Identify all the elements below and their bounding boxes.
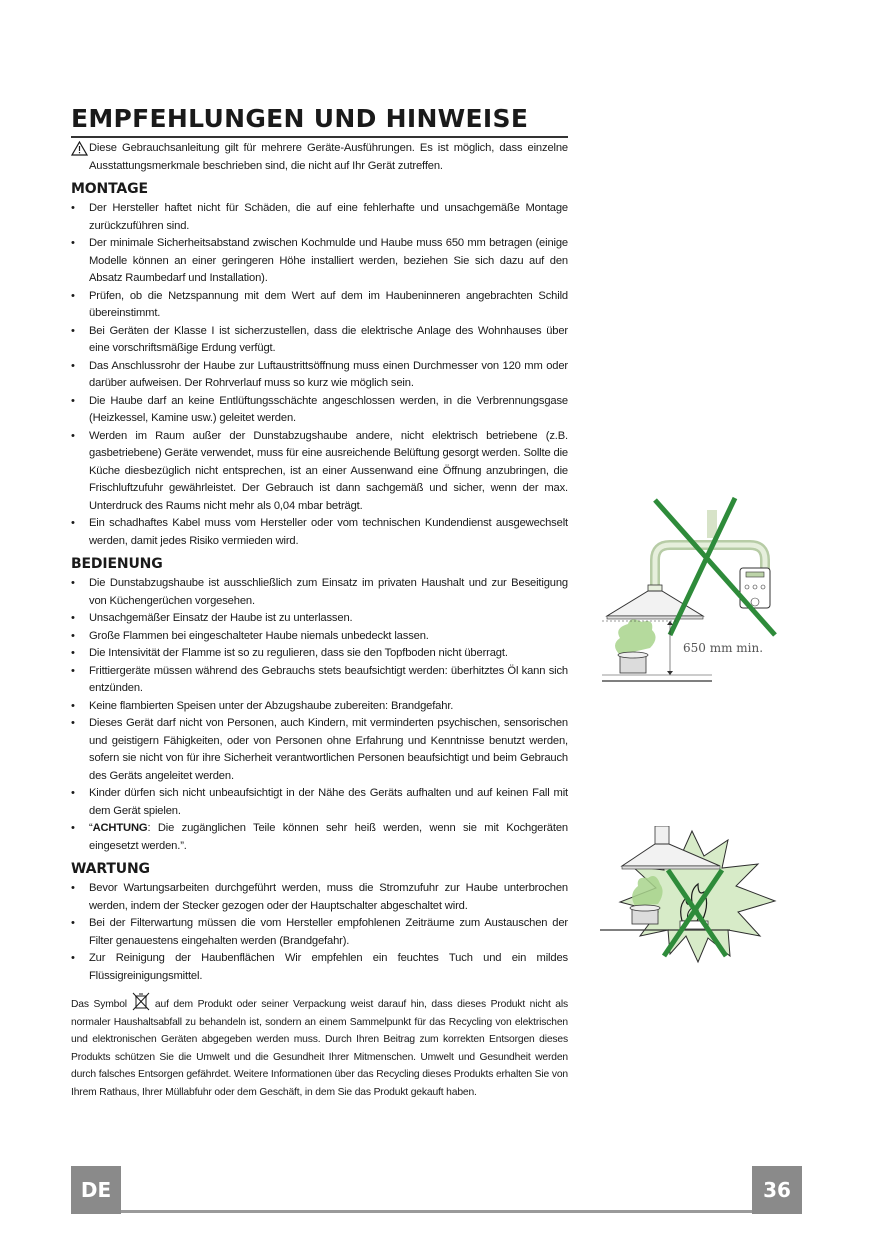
list-item: • Die Haube darf an keine Entlüftungsschächte angeschlossen werden, in die Verbrennungsgase (Heizkessel, Kamine usw.) geleitet werden. [71,393,568,428]
achtung-text: : Die zugänglichen Teile können sehr heiß werden, wenn sie mit Kochgeräten eingesetzt werden.”. [89,822,568,852]
list-bedienung [71,575,568,855]
steam-cloud [615,619,656,655]
hood-rim [622,866,720,869]
figure-flambe-warning [600,826,785,966]
list-montage [71,200,568,550]
steam-cloud [632,876,662,906]
disposal-note [71,991,568,1101]
intro-note [71,140,568,175]
language-badge: DE [71,1166,121,1214]
cross-line [670,498,735,635]
list-item: • Große Flammen bei eingeschalteter Haube niemals unbedeckt lassen. [71,628,568,646]
achtung-label: ACHTUNG [92,822,148,834]
symbol-text: auf dem Produkt oder seiner Verpackung weist darauf hin, dass dieses Produkt nicht als normaler Haushaltsabfall zu behandeln ist, sondern an einem Sammelpunkt für das Recycling von elektrischen und elektronischen Geräten abgegeben werden muss. Durch Ihren Beitrag zum korrekten Entsorgen dieses Produkts schützen Sie die Umwelt und die Gesundheit Ihrer Mitmenschen. Umwelt und Gesundheit werden durch falsches Entsorgen gefährdet. Weitere Informationen über das Recycling dieses Produkts erhalten Sie von Ihrem Rathaus, Ihrer Müllabfuhr oder dem Geschäft, in dem Sie das Produkt gekauft haben. [71,999,568,1098]
heading-wartung: WARTUNG [71,861,150,877]
pot-lid [630,905,660,911]
list-item: • Der Hersteller haftet nicht für Schäden, die auf eine fehlerhafte und unsachgemäße Montage zurückzuführen sind. [71,200,568,235]
list-item-achtung [71,820,568,855]
list-item: • Frittiergeräte müssen während des Gebrauchs stets beaufsichtigt werden: überhitztes Öl kann sich entzünden. [71,663,568,698]
list-item: • Keine flambierten Speisen unter der Abzugshaube zubereiten: Brandgefahr. [71,698,568,716]
title-underline [71,136,568,138]
heading-montage: MONTAGE [71,181,148,197]
list-item: • Zur Reinigung der Haubenflächen Wir empfehlen ein feuchtes Tuch und ein mildes Flüssigreinigungsmittel. [71,950,568,985]
page-title: EMPFEHLUNGEN UND HINWEISE [71,104,529,133]
list-item: • Die Dunstabzugshaube ist ausschließlich zum Einsatz im privaten Haushalt und zur Beseitigung von Küchengerüchen vorgesehen. [71,575,568,610]
hood-chimney [648,585,662,591]
footer-rule [121,1210,752,1213]
list-item: • Bei der Filterwartung müssen die vom Hersteller empfohlenen Zeiträume zum Austauschen der Filter genauestens eingehalten werden (Brandgefahr). [71,915,568,950]
list-item: • Unsachgemäßer Einsatz der Haube ist zu unterlassen. [71,610,568,628]
boiler-display [746,572,764,577]
crossed-bin-icon [131,991,151,1011]
distance-arrowhead [667,671,673,675]
list-item: • Ein schadhaftes Kabel muss vom Hersteller oder vom technischen Kundendienst ausgewechselt werden, damit jedes Risiko vermieden wird. [71,515,568,550]
warning-triangle-icon [71,141,88,156]
main-column [71,140,568,1101]
heading-bedienung: BEDIENUNG [71,556,163,572]
list-item: • Kinder dürfen sich nicht unbeaufsichtigt in der Nähe des Geräts aufhalten und auf keinen Fall mit dem Gerät spielen. [71,785,568,820]
list-wartung [71,880,568,985]
achtung-open-quote: “ [89,822,93,834]
list-item: • Das Anschlussrohr der Haube zur Luftaustrittsöffnung muss einen Durchmesser von 120 mm oder darüber aufweisen. Der Rohrverlauf muss so kurz wie möglich sein. [71,358,568,393]
list-item: • Die Intensivität der Flamme ist so zu regulieren, dass sie den Topfboden nicht überragt. [71,645,568,663]
figure-hood-distance [600,490,780,690]
distance-label: 650 mm min. [683,641,764,655]
list-item: • Prüfen, ob die Netzspannung mit dem Wert auf dem im Haubeninneren angebrachten Schild übereinstimmt. [71,288,568,323]
list-item: • Werden im Raum außer der Dunstabzugshaube andere, nicht elektrisch betriebene (z.B. gasbetriebene) Geräte verwendet, muss für eine ausreichende Belüftung gesorgt werden. Sollte die Küche diesbezüglich nicht entsprechen, ist an einer Aussenwand eine Öffnung anzubringen, die Frischluftzufuhr gewährleistet. Der Gebrauch ist dann sachgemäß und sicher, wenn der max. Unterdruck des Raums nicht mehr als 0,04 mbar beträgt. [71,428,568,516]
page-number: 36 [752,1166,802,1214]
hood-rim [607,616,703,619]
hood-chimney [655,826,669,846]
list-item: • Der minimale Sicherheitsabstand zwischen Kochmulde und Haube muss 650 mm betragen (einige Modelle können an einer geringeren Höhe installiert werden, beziehen Sie sich dazu auf den Absatz Raumbedarf und Installation). [71,235,568,288]
distance-arrowhead [667,621,673,625]
list-item: • Bei Geräten der Klasse I ist sicherzustellen, dass die elektrische Anlage des Wohnhauses über eine vorschriftsmäßige Erdung verfügt. [71,323,568,358]
list-item: • Bevor Wartungsarbeiten durchgeführt werden, muss die Stromzufuhr zur Haube unterbrochen werden, indem der Stecker gezogen oder der Hauptschalter abgeschaltet wird. [71,880,568,915]
pot-lid [618,652,648,658]
intro-text: Diese Gebrauchsanleitung gilt für mehrere Geräte-Ausführungen. Es ist möglich, dass einzelne Ausstattungsmerkmale beschrieben sind, die nicht auf Ihr Gerät zutreffen. [89,142,568,172]
list-item: • Dieses Gerät darf nicht von Personen, auch Kindern, mit verminderten psychischen, sensorischen und geistigern Fähigkeiten, oder von Personen ohne Erfahrung und Kenntnisse benutzt werden, sofern sie nicht von für ihre Sicherheit verantwortlichen Personen beaufsichtigt und beim Gebrauch des Geräts angeleitet werden. [71,715,568,785]
symbol-prefix: Das Symbol [71,999,127,1010]
